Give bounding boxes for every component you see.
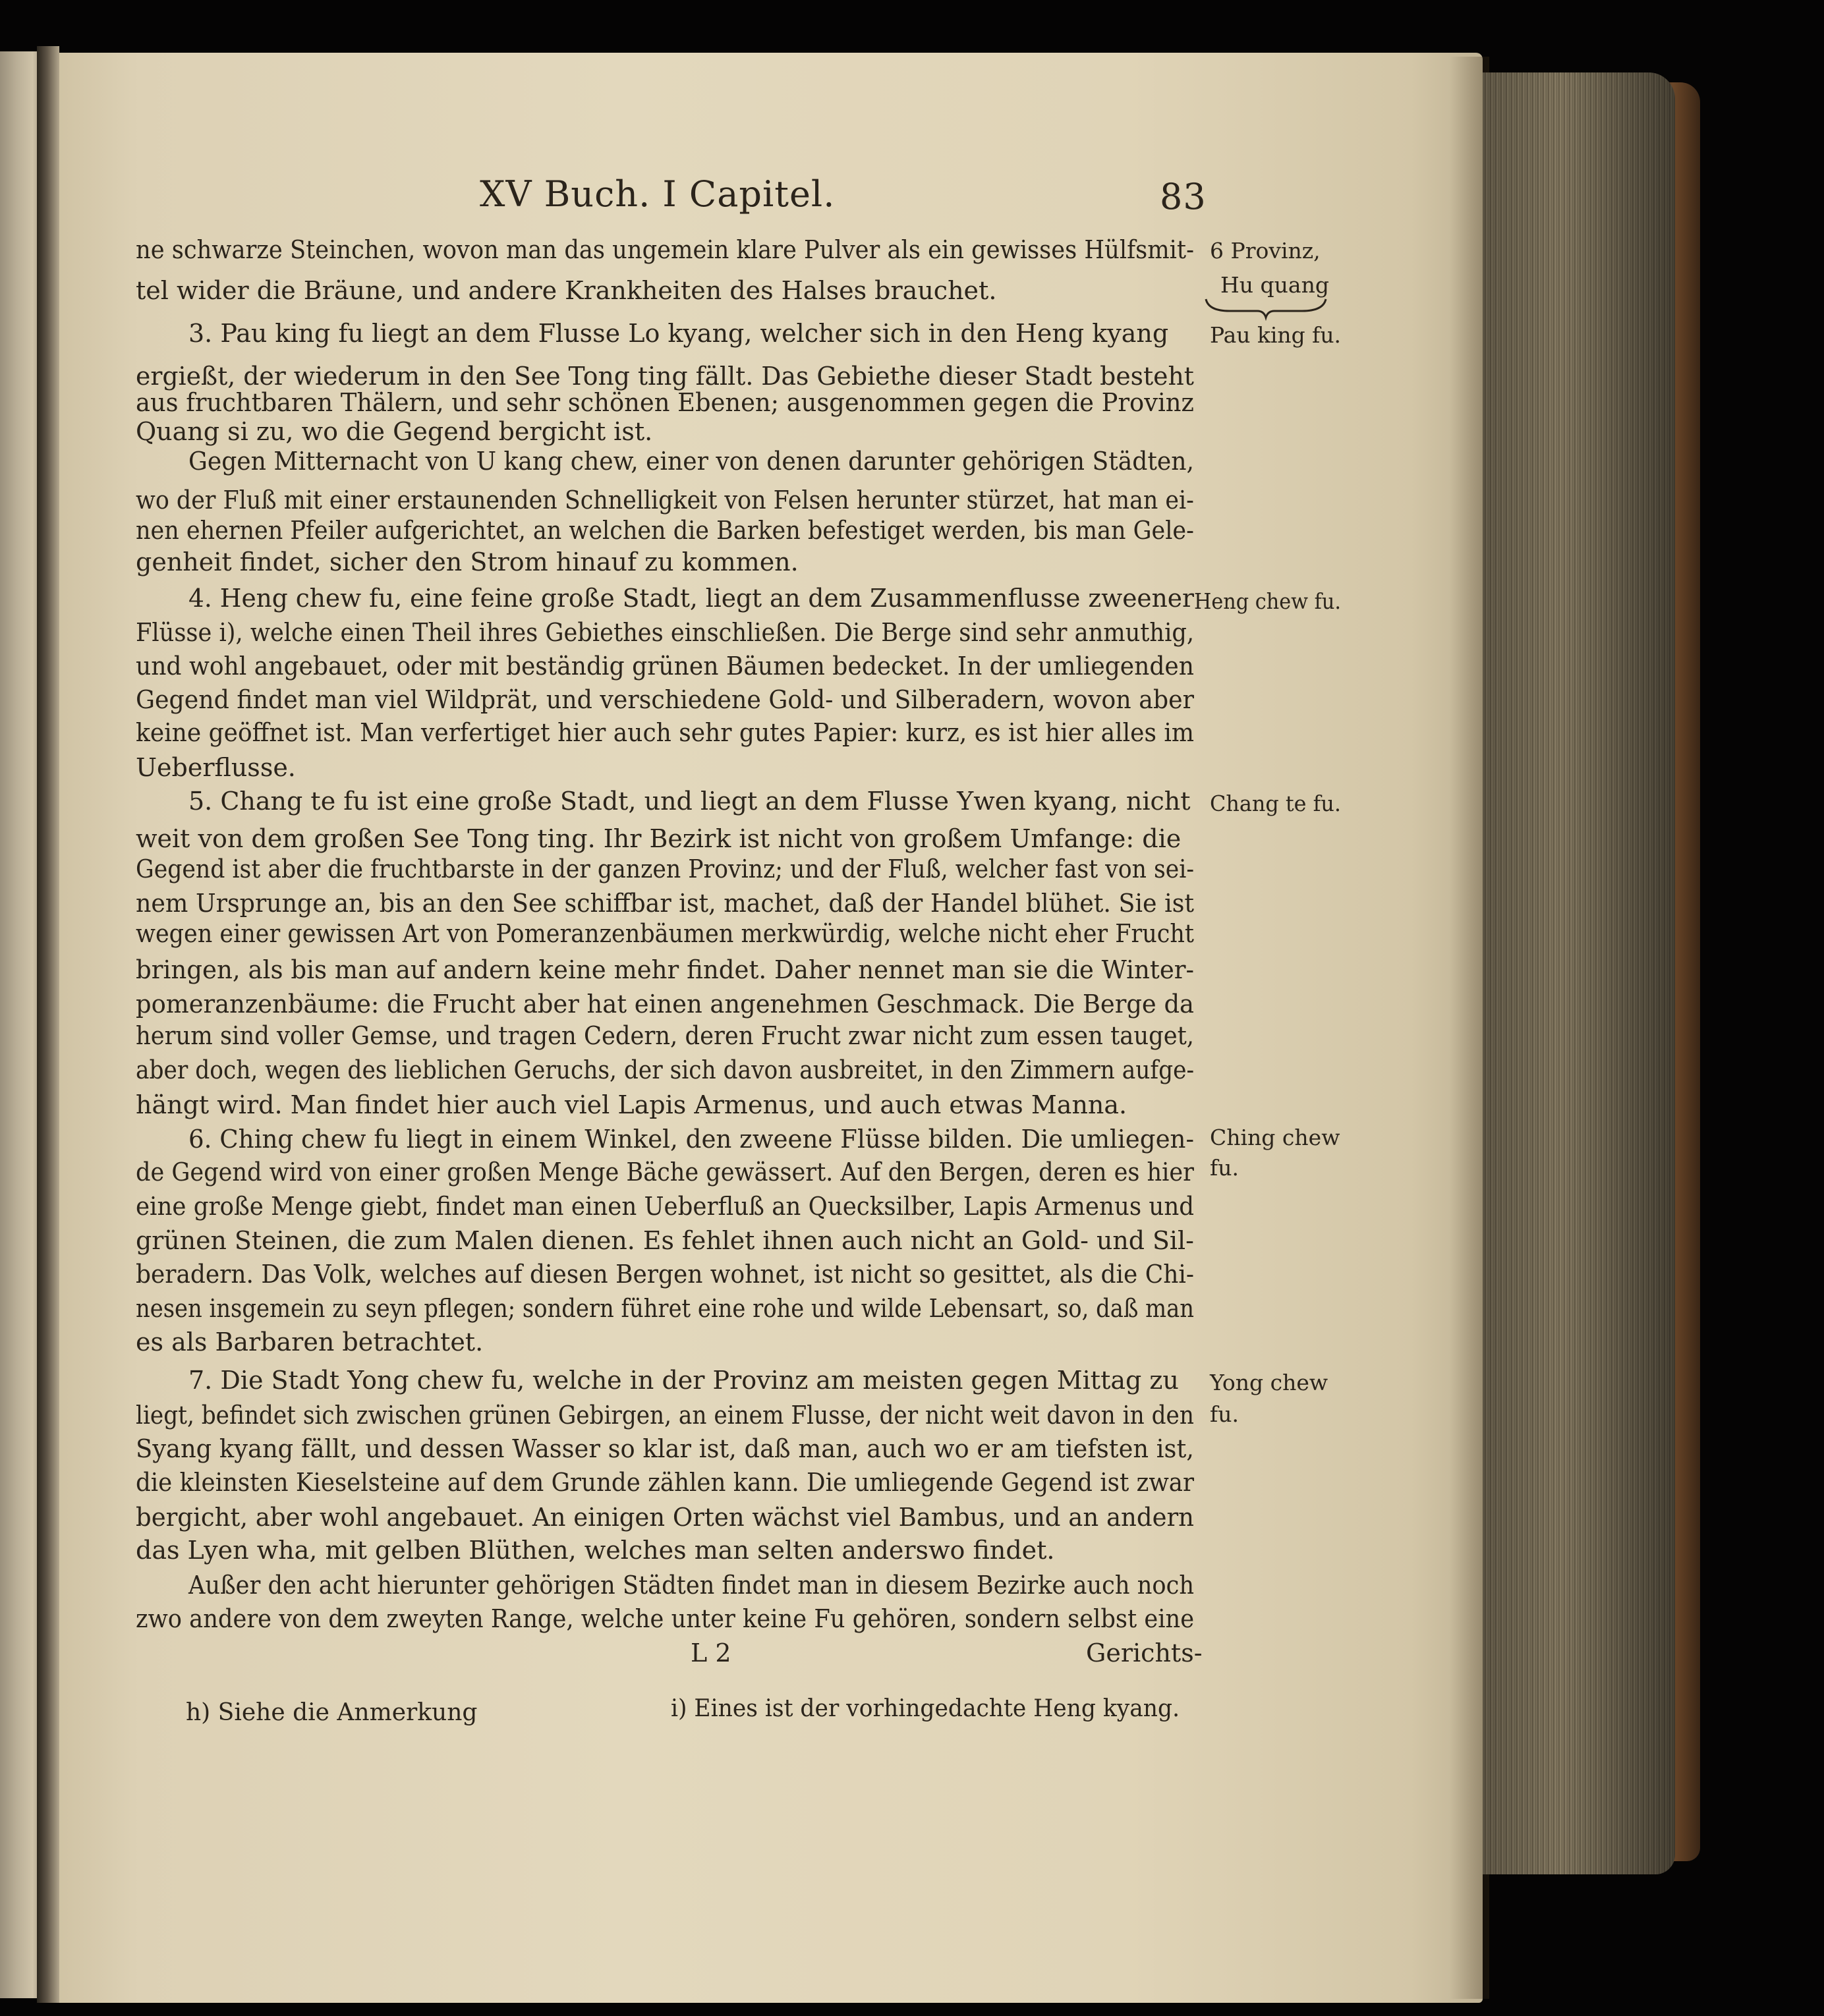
text-line: liegt, befindet sich zwischen grünen Gebirgen, an einem Flusse, der nicht weit davon in den <box>136 1401 1194 1430</box>
footnote-h: h) Siehe die Anmerkung <box>186 1699 478 1726</box>
text-line: de Gegend wird von einer großen Menge Bäche gewässert. Auf den Bergen, deren es hier <box>136 1158 1194 1187</box>
text-line: Flüsse i), welche einen Theil ihres Gebiethes einschließen. Die Berge sind sehr anmuthig, <box>136 618 1195 647</box>
text-line: das Lyen wha, mit gelben Blüthen, welches man selten anderswo findet. <box>136 1536 1055 1565</box>
text-line: pomeranzenbäume: die Frucht aber hat einen angenehmen Geschmack. Die Berge da <box>136 990 1195 1019</box>
margin-note: fu. <box>1210 1401 1239 1427</box>
margin-note: fu. <box>1210 1155 1239 1181</box>
margin-note: Heng chew fu. <box>1194 588 1342 614</box>
text-line: die kleinsten Kieselsteine auf dem Grunde zählen kann. Die umliegende Gegend ist zwar <box>136 1468 1195 1497</box>
left-page-edge <box>0 51 41 1998</box>
text-line: zwo andere von dem zweyten Range, welche unter keine Fu gehören, sondern selbst eine <box>136 1604 1195 1633</box>
text-line: nesen insgemein zu seyn pflegen; sondern führet eine rohe und wilde Lebensart, so, daß man <box>136 1294 1194 1323</box>
margin-note: Chang te fu. <box>1210 791 1341 816</box>
text-line: es als Barbaren betrachtet. <box>136 1328 484 1357</box>
text-line: 7. Die Stadt Yong chew fu, welche in der Provinz am meisten gegen Mittag zu <box>188 1366 1179 1395</box>
text-line: keine geöffnet ist. Man verfertiget hier auch sehr gutes Papier: kurz, es ist hier alles im <box>136 718 1195 747</box>
text-line: beradern. Das Volk, welches auf diesen Bergen wohnet, ist nicht so gesittet, als die Chi- <box>136 1260 1194 1289</box>
text-line: hängt wird. Man findet hier auch viel Lapis Armenus, und auch etwas Manna. <box>136 1090 1127 1119</box>
text-line: Quang si zu, wo die Gegend bergicht ist. <box>136 417 653 446</box>
text-line: bergicht, aber wohl angebauet. An einigen Orten wächst viel Bambus, und an andern <box>136 1503 1195 1532</box>
text-line: nen ehernen Pfeiler aufgerichtet, an welchen die Barken befestiget werden, bis man Gele- <box>136 516 1194 545</box>
fore-edge-shadow <box>1483 72 1675 1874</box>
text-line: Syang kyang fällt, und dessen Wasser so klar ist, daß man, auch wo er am tiefsten ist, <box>136 1434 1194 1463</box>
margin-brace <box>1203 296 1328 319</box>
running-title: XV Buch. I Capitel. <box>480 173 836 215</box>
text-line: Außer den acht hierunter gehörigen Städten findet man in diesem Bezirke auch noch <box>188 1571 1195 1600</box>
text-line: weit von dem großen See Tong ting. Ihr Bezirk ist nicht von großem Umfange: die <box>136 824 1182 853</box>
text-line: wegen einer gewissen Art von Pomeranzenbäumen merkwürdig, welche nicht eher Frucht <box>136 919 1194 948</box>
text-line: grünen Steinen, die zum Malen dienen. Es fehlet ihnen auch nicht an Gold- und Sil- <box>136 1226 1194 1255</box>
margin-note-province: Hu quang <box>1220 272 1329 298</box>
margin-note: Ching chew <box>1210 1125 1340 1150</box>
text-line: herum sind voller Gemse, und tragen Cedern, deren Frucht zwar nicht zum essen tauget, <box>136 1021 1195 1050</box>
text-line: nem Ursprunge an, bis an den See schiffbar ist, machet, daß der Handel blühet. Sie ist <box>136 889 1194 918</box>
text-line: Gegend ist aber die fruchtbarste in der ganzen Provinz; und der Fluß, welcher fast von sei- <box>136 854 1195 883</box>
footnote-i: i) Eines ist der vorhingedachte Heng kyang. <box>671 1695 1180 1722</box>
text-line: Ueberflusse. <box>136 753 296 782</box>
text-line: 6. Ching chew fu liegt in einem Winkel, den zweene Flüsse bilden. Die umliegen- <box>188 1125 1195 1154</box>
text-line: 3. Pau king fu liegt an dem Flusse Lo kyang, welcher sich in den Heng kyang <box>188 319 1169 348</box>
margin-note-province: 6 Provinz, <box>1210 238 1321 264</box>
text-line: bringen, als bis man auf andern keine mehr findet. Daher nennet man sie die Winter- <box>136 955 1195 984</box>
text-line: tel wider die Bräune, und andere Krankheiten des Halses brauchet. <box>136 276 997 305</box>
signature-mark: L 2 <box>691 1638 731 1667</box>
text-line: ne schwarze Steinchen, wovon man das ungemein klare Pulver als ein gewisses Hülfsmit- <box>136 235 1195 264</box>
text-line: wo der Fluß mit einer erstaunenden Schnelligkeit von Felsen herunter stürzet, hat man ei- <box>136 486 1194 515</box>
text-line: 4. Heng chew fu, eine feine große Stadt, liegt an dem Zusammenflusse zweener <box>188 584 1194 613</box>
text-line: aus fruchtbaren Thälern, und sehr schönen Ebenen; ausgenommen gegen die Provinz <box>136 388 1194 417</box>
text-line: ergießt, der wiederum in den See Tong ting fällt. Das Gebiethe dieser Stadt besteht <box>136 362 1194 391</box>
catchword: Gerichts- <box>1086 1638 1203 1667</box>
text-line: genheit findet, sicher den Strom hinauf zu kommen. <box>136 547 799 576</box>
page-number: 83 <box>1160 176 1207 217</box>
text-line: eine große Menge giebt, findet man einen Ueberfluß an Quecksilber, Lapis Armenus und <box>136 1192 1195 1221</box>
book-gutter <box>37 46 59 2003</box>
text-line: und wohl angebauet, oder mit beständig grünen Bäumen bedecket. In der umliegenden <box>136 652 1194 681</box>
text-line: Gegen Mitternacht von U kang chew, einer von denen darunter gehörigen Städten, <box>188 447 1194 476</box>
margin-note: Pau king fu. <box>1210 322 1341 348</box>
margin-note: Yong chew <box>1210 1370 1328 1395</box>
text-line: Gegend findet man viel Wildprät, und verschiedene Gold- und Silberadern, wovon aber <box>136 685 1194 714</box>
text-line: 5. Chang te fu ist eine große Stadt, und liegt an dem Flusse Ywen kyang, nicht <box>188 787 1191 816</box>
text-line: aber doch, wegen des lieblichen Geruchs, der sich davon ausbreitet, in den Zimmern aufge- <box>136 1055 1195 1084</box>
